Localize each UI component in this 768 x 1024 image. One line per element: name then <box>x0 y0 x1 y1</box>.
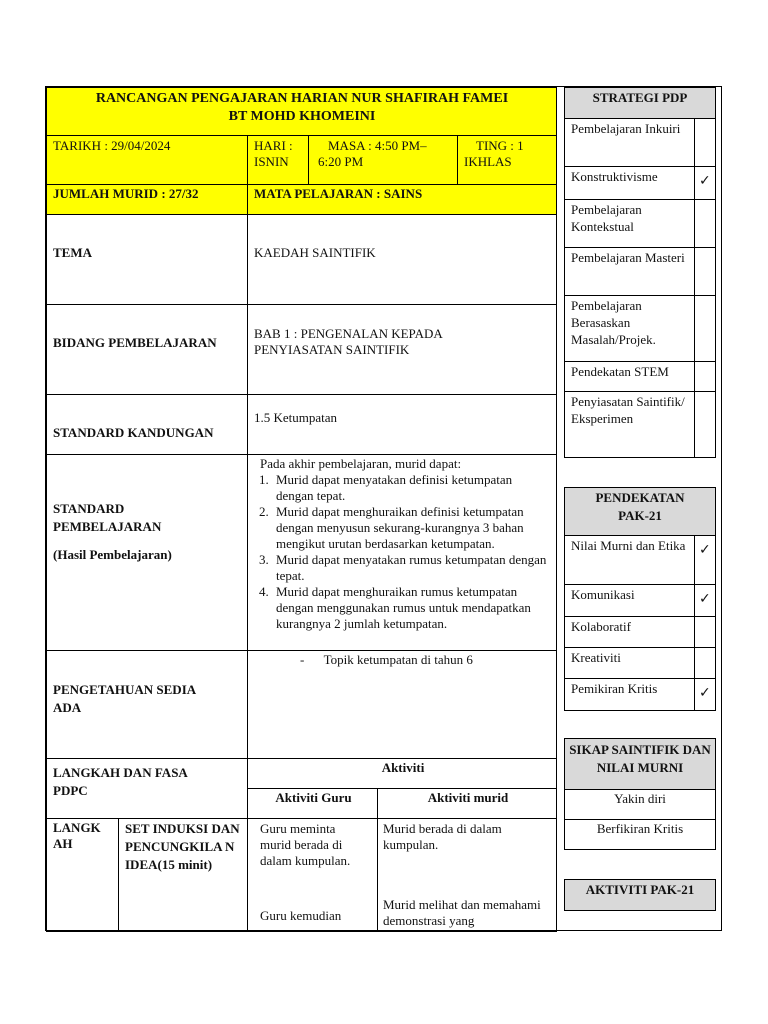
aktiviti-pak21-title: AKTIVITI PAK-21 <box>585 882 695 897</box>
checkmark-icon: ✓ <box>699 685 711 701</box>
hari-cell <box>247 135 309 185</box>
strategi-item-label: Pembelajaran Kontekstual <box>571 202 642 234</box>
checkmark-icon: ✓ <box>699 173 711 189</box>
strategi-item <box>564 118 695 167</box>
psa-label-cell <box>46 650 248 759</box>
strategi-checkbox[interactable] <box>694 118 716 167</box>
strategi-item-label: Pembelajaran Berasaskan Masalah/Projek. <box>571 298 656 347</box>
hari-text: HARI : ISNIN <box>254 138 293 169</box>
pak21-item <box>564 678 695 711</box>
strategi-item <box>564 361 695 392</box>
strategi-checkbox[interactable] <box>694 199 716 248</box>
mata-pelajaran-text: MATA PELAJARAN : SAINS <box>254 186 423 201</box>
strategi-item <box>564 391 695 458</box>
sk-value: 1.5 Ketumpatan <box>254 410 338 425</box>
strategi-checkbox[interactable] <box>694 391 716 458</box>
guru-text-2: Guru kemudian <box>260 908 342 923</box>
pak21-item <box>564 584 695 617</box>
tema-label-cell <box>46 214 248 305</box>
sp-value-cell <box>247 454 557 651</box>
murid-text-2: Murid melihat dan memahami demonstrasi yang <box>383 897 541 928</box>
pak21-checkbox[interactable] <box>694 584 716 617</box>
list-item: 3. Murid dapat menyatakan rumus ketumpatan dengan tepat. <box>272 552 550 584</box>
masa-text: MASA : 4:50 PM– 6:20 PM <box>318 138 427 169</box>
masa-cell <box>308 135 458 185</box>
sikap-item: Berfikiran Kritis <box>596 821 684 836</box>
ting-text: TING : 1 IKHLAS <box>464 138 524 169</box>
sikap-item-1-cell <box>564 789 716 820</box>
aktiviti-header-cell <box>247 758 557 789</box>
sk-label: STANDARD KANDUNGAN <box>53 425 214 440</box>
guru-text-1: Guru meminta murid berada di dalam kumpulan. <box>260 821 351 868</box>
strategi-item-label: Pembelajaran Masteri <box>571 250 685 265</box>
pak21-item-label: Kreativiti <box>571 650 621 665</box>
pak21-checkbox[interactable] <box>694 616 716 648</box>
aktiviti-pak21-header <box>564 879 716 911</box>
list-item: 1. Murid dapat menyatakan definisi ketumpatan dengan tepat. <box>272 472 550 504</box>
sikap-header <box>564 738 716 790</box>
jumlah-murid-cell <box>46 184 248 215</box>
pak21-item <box>564 535 695 585</box>
strategi-item <box>564 295 695 362</box>
pak21-checkbox[interactable] <box>694 678 716 711</box>
sp-sublabel: (Hasil Pembelajaran) <box>53 547 172 562</box>
langkah-fasa-label-cell <box>46 758 248 819</box>
aktiviti-header: Aktiviti <box>381 760 425 775</box>
tema-value-cell <box>247 214 557 305</box>
langkah-label: LANGK AH <box>53 820 101 851</box>
murid-text-1: Murid berada di dalam kumpulan. <box>383 821 502 852</box>
strategi-title: STRATEGI PDP <box>592 90 688 105</box>
set-induksi-label: SET INDUKSI DAN PENCUNGKILA N IDEA(15 minit) <box>125 821 240 872</box>
sp-list <box>250 472 550 632</box>
mata-pelajaran-cell <box>247 184 557 215</box>
psa-item: - Topik ketumpatan di tahun 6 <box>300 652 473 667</box>
aktiviti-murid-header: Aktiviti murid <box>427 790 509 805</box>
sikap-item: Yakin diri <box>614 791 666 806</box>
tema-label: TEMA <box>53 245 92 260</box>
bidang-value-cell <box>247 304 557 395</box>
set-induksi-cell <box>118 818 248 932</box>
psa-value-cell <box>247 650 557 759</box>
strategi-checkbox[interactable] <box>694 247 716 296</box>
strategi-header <box>564 87 716 119</box>
list-item: 4. Murid dapat menghuraikan rumus ketumpatan dengan menggunakan rumus untuk mendapatkan kurangnya 2 jumlah ketumpatan. <box>272 584 550 632</box>
pak21-item-label: Komunikasi <box>571 587 635 602</box>
bidang-value: BAB 1 : PENGENALAN KEPADA PENYIASATAN SAINTIFIK <box>254 326 443 357</box>
strategi-item <box>564 199 695 248</box>
murid-activity-cell <box>377 818 557 932</box>
bidang-label-cell <box>46 304 248 395</box>
pak21-item-label: Kolaboratif <box>571 619 631 634</box>
aktiviti-guru-header-cell <box>247 788 378 819</box>
sk-value-cell <box>247 394 557 455</box>
tarikh-cell <box>46 135 248 185</box>
pak21-item-label: Nilai Murni dan Etika <box>571 538 686 553</box>
sp-label: STANDARD PEMBELAJARAN <box>53 501 162 534</box>
checkmark-icon: ✓ <box>699 542 711 558</box>
sp-intro: Pada akhir pembelajaran, murid dapat: <box>260 456 462 471</box>
title-cell <box>46 87 557 136</box>
pak21-title: PENDEKATAN PAK-21 <box>595 490 685 523</box>
learning-objectives-list <box>250 472 550 632</box>
jumlah-murid-text: JUMLAH MURID : 27/32 <box>53 186 199 201</box>
strategi-checkbox[interactable] <box>694 295 716 362</box>
bidang-label: BIDANG PEMBELAJARAN <box>53 335 217 350</box>
sikap-item-2-cell <box>564 819 716 850</box>
guru-activity-cell <box>247 818 378 932</box>
checkmark-icon: ✓ <box>699 591 711 607</box>
pak21-item <box>564 647 695 679</box>
pak21-item-label: Pemikiran Kritis <box>571 681 658 696</box>
tarikh-text: TARIKH : 29/04/2024 <box>53 138 171 153</box>
strategi-item <box>564 247 695 296</box>
langkah-fasa-label: LANGKAH DAN FASA PDPC <box>53 765 188 798</box>
sk-label-cell <box>46 394 248 455</box>
sikap-title: SIKAP SAINTIFIK DAN NILAI MURNI <box>569 742 711 775</box>
page-title: RANCANGAN PENGAJARAN HARIAN NUR SHAFIRAH FAMEI BT MOHD KHOMEINI <box>95 91 509 124</box>
pak21-item <box>564 616 695 648</box>
psa-label: PENGETAHUAN SEDIA ADA <box>53 682 196 715</box>
pak21-header <box>564 487 716 536</box>
strategi-checkbox[interactable] <box>694 166 716 200</box>
langkah-cell <box>46 818 119 932</box>
strategi-checkbox[interactable] <box>694 361 716 392</box>
strategi-item-label: Penyiasatan Saintifik/ Eksperimen <box>571 394 685 426</box>
ting-cell <box>457 135 557 185</box>
tema-value: KAEDAH SAINTIFIK <box>254 245 376 260</box>
pak21-checkbox[interactable] <box>694 535 716 585</box>
strategi-item <box>564 166 695 200</box>
list-item: 2. Murid dapat menghuraikan definisi ketumpatan dengan menyusun sekurang-kurangnya 3 bahan mengikut urutan berdasarkan ketumpatan. <box>272 504 550 552</box>
aktiviti-murid-header-cell <box>377 788 557 819</box>
pak21-checkbox[interactable] <box>694 647 716 679</box>
strategi-item-label: Pembelajaran Inkuiri <box>571 121 681 136</box>
sp-label-cell <box>46 454 248 651</box>
aktiviti-guru-header: Aktiviti Guru <box>275 790 352 805</box>
strategi-item-label: Konstruktivisme <box>571 169 658 184</box>
strategi-item-label: Pendekatan STEM <box>571 364 669 379</box>
